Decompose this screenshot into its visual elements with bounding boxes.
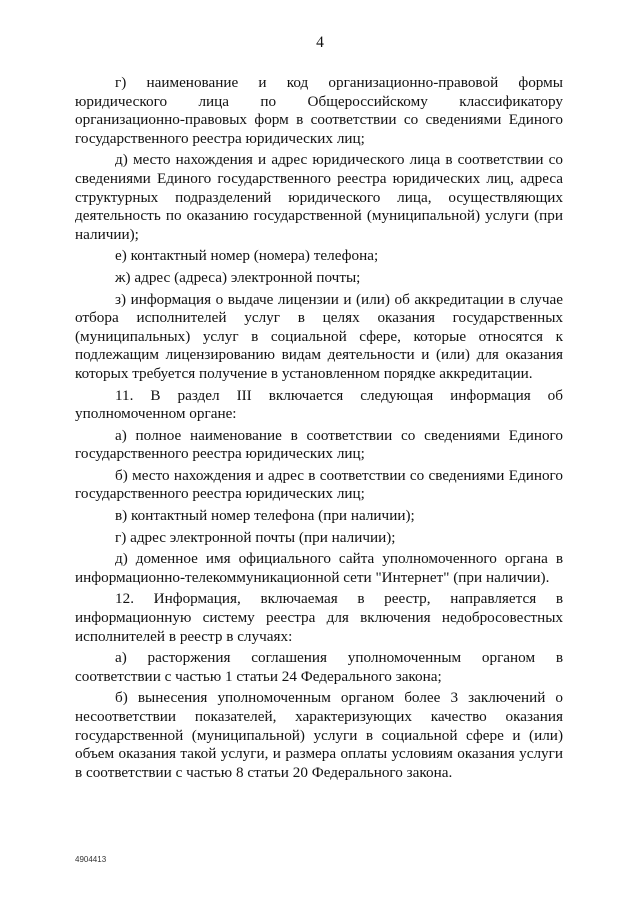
paragraph-section-12: 12. Информация, включаемая в реестр, направляется в информационную систему реестра для включения недобросовестных исполнителей в реестр в случаях: — [75, 590, 563, 645]
paragraph-item-z: з) информация о выдаче лицензии и (или) об аккредитации в случае отбора исполнителей услуг в целях оказания государственных (муниципальных) услуг в социальной сфере, которые относятся к подлежащим лицензированию видам деятельности и (или) для оказания которых требуется получение в установленном порядке аккредитации. — [75, 290, 563, 382]
paragraph-item-g: г) наименование и код организационно-правовой формы юридического лица по Общероссийскому классификатору организационно-правовых форм в соответствии со сведениями Единого государственного реестра юридических лиц; — [75, 74, 563, 147]
paragraph-item-g2: г) адрес электронной почты (при наличии); — [115, 528, 396, 546]
paragraph-item-a: а) полное наименование в соответствии со сведениями Единого государственного реестра юридических лиц; — [75, 426, 563, 463]
paragraph-item-d2: д) доменное имя официального сайта уполномоченного органа в информационно-телекоммуникационной сети "Интернет" (при наличии). — [75, 550, 563, 586]
paragraph-item-e: е) контактный номер (номера) телефона; — [115, 247, 379, 265]
paragraph-item-v: в) контактный номер телефона (при наличии); — [115, 507, 415, 525]
paragraph-section-11: 11. В раздел III включается следующая информация об уполномоченном органе: — [75, 386, 563, 423]
page-number: 4 — [316, 34, 324, 51]
document-code: 4904413 — [75, 855, 107, 864]
document-body — [75, 71, 563, 782]
paragraph-item-zh: ж) адрес (адреса) электронной почты; — [115, 268, 361, 286]
paragraph-item-b: б) место нахождения и адрес в соответствии со сведениями Единого государственного реестра юридических лиц; — [75, 466, 563, 503]
paragraph-item-d: д) место нахождения и адрес юридического лица в соответствии со сведениями Единого государственного реестра юридических лиц, адреса структурных подразделений юридического лица, осуществляющих деятельность по оказанию государственной (муниципальной) услуги (при наличии); — [75, 151, 563, 243]
paragraph-item-b2: б) вынесения уполномоченным органом более 3 заключений о несоответствии показателей, характеризующих качество оказания государственной (муниципальной) услуги в социальной сфере и (или) объем оказания такой услуги, и размера оплаты условиям оказания услуги в соответствии с частью 8 статьи 20 Федерального закона. — [75, 689, 563, 781]
paragraph-item-a2: а) расторжения соглашения уполномоченным органом в соответствии с частью 1 статьи 24 Федерального закона; — [75, 649, 563, 685]
